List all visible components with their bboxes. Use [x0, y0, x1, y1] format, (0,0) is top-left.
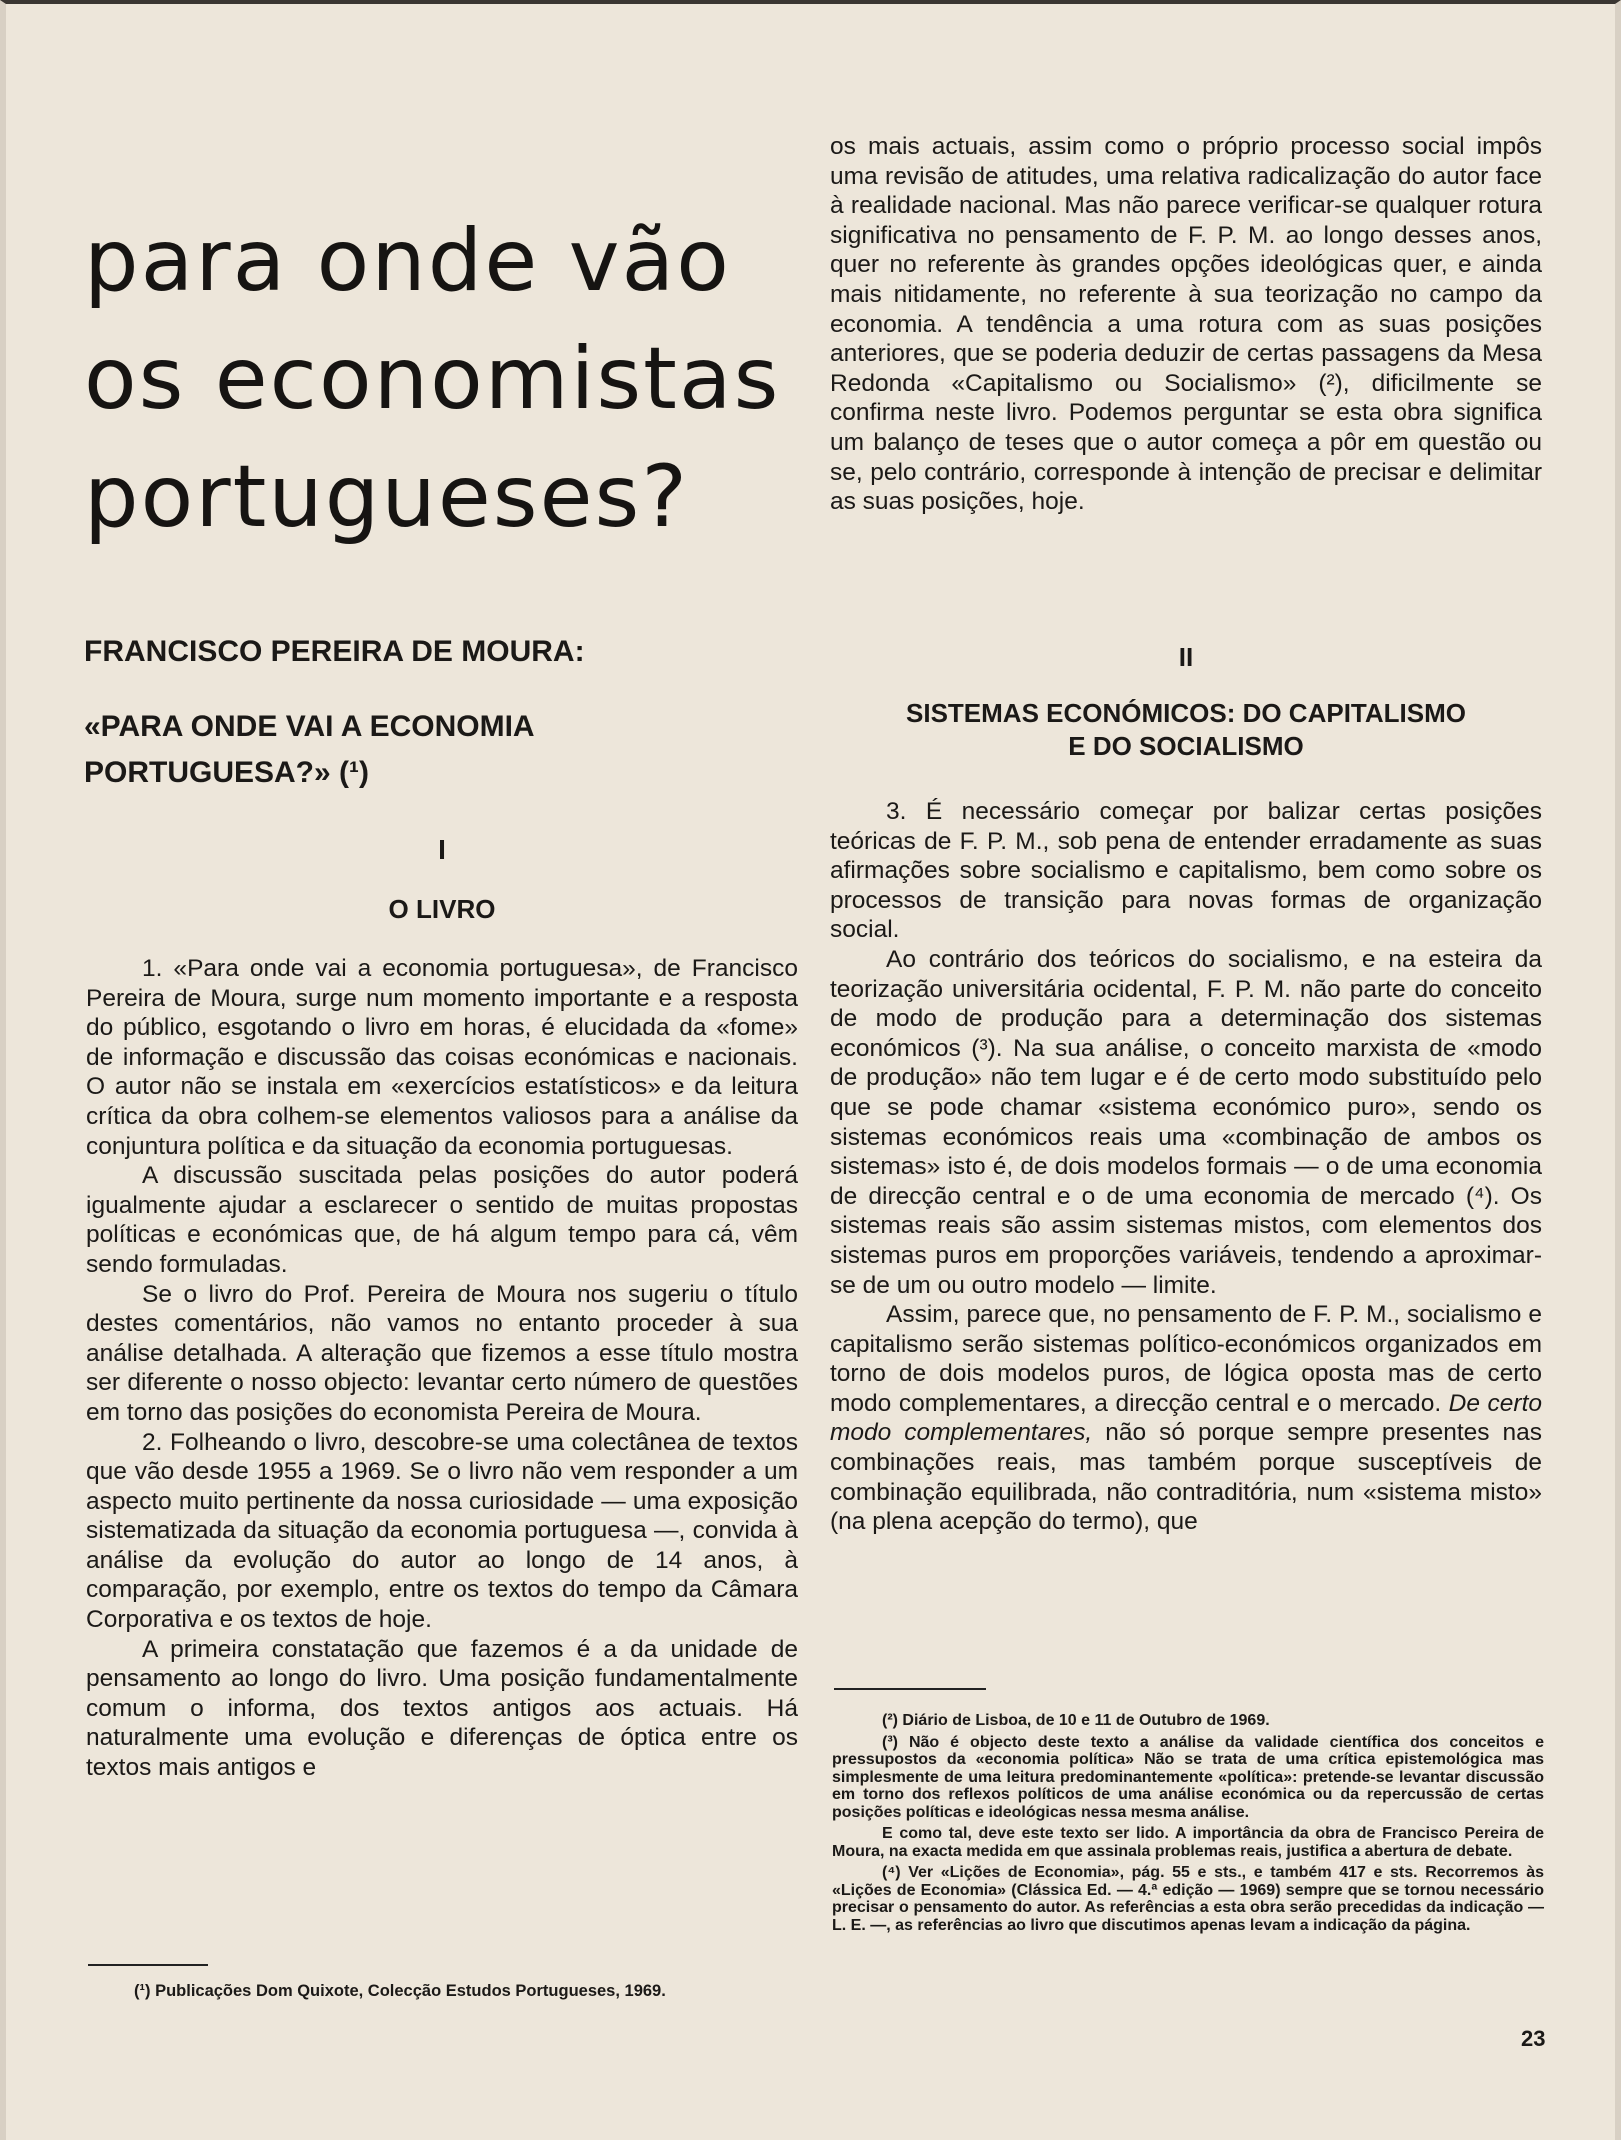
paragraph: os mais actuais, assim como o próprio processo social impôs uma revisão de atitudes, uma relativa radicalização do autor face à realidade nacional. Mas não parece verificar-se qualquer rotura significativa no pensamento de F. P. M. ao longo desses anos, quer no referente às grandes opções ideológicas quer, e ainda mais nitidamente, no referente à sua teorização no campo da economia. A tendência a uma rotura com as suas posições anteriores, que se poderia deduzir de certas passagens da Mesa Redonda «Capitalismo ou Socialismo» (²), dificilmente se confirma neste livro. Podemos perguntar se esta obra significa um balanço de teses que o autor começa a pôr em questão ou se, pelo contrário, corresponde à intenção de precisar e delimitar as suas posições, hoje. — [830, 133, 1542, 516]
left-column-body — [86, 954, 798, 1783]
title-line-3: portugueses? — [84, 446, 689, 547]
italic-text-run: De certo modo complementares, — [830, 1389, 1542, 1447]
paragraph: A primeira constatação que fazemos é a da unidade de pensamento ao longo do livro. Uma posição fundamentalmente comum o informa, dos textos antigos aos actuais. Há naturalmente uma evolução e diferenças de óptica entre os textos mais antigos e — [86, 1635, 798, 1782]
section-2-numeral: II — [1178, 642, 1194, 672]
book-title-line-2: PORTUGUESA?» — [84, 756, 331, 789]
title-line-1: para onde vão — [84, 210, 731, 311]
footnote: E como tal, deve este texto ser lido. A importância da obra de Francisco Pereira de Moura, na exacta medida em que assinala problemas reais, justifica a abertura de debate. — [832, 1825, 1544, 1860]
footnote-divider-right — [834, 1688, 986, 1690]
footnote: (³) Não é objecto deste texto a análise da validade científica dos conceitos e pressupostos da «economia política» Não se trata de uma crítica epistemológica mas simplesmente de uma leitura predominantemente «política»: pretende-se levantar discussão em torno dos reflexos políticos de uma análise económica ou da repercussão de certas posições políticas e ideológicas nessa mesma análise. — [832, 1733, 1544, 1821]
article-title — [84, 202, 804, 556]
page-number: 23 — [1521, 2026, 1546, 2051]
paragraph: 1. «Para onde vai a economia portuguesa», de Francisco Pereira de Moura, surge num momento importante e a resposta do público, esgotando o livro em horas, é elucidada da «fome» de informação e discussão das coisas económicas e nacionais. O autor não se instala em «exercícios estatísticos» e da leitura crítica da obra colhem-se elementos valiosos para a análise da conjuntura política e da situação da economia portuguesas. — [86, 955, 798, 1160]
paragraph: 3. É necessário começar por balizar certas posições teóricas de F. P. M., sob pena de entender erradamente as suas afirmações sobre socialismo e capitalismo, bem como sobre os processos de transição para novas formas de organização social. — [830, 798, 1542, 944]
section-1-numeral: I — [438, 834, 446, 865]
right-column-body — [830, 797, 1542, 1537]
paragraph: Ao contrário dos teóricos do socialismo, e na esteira da teorização universitária ocidental, F. P. M. não parte do conceito de modo de produção para a determinação dos sistemas económicos (³). Na sua análise, o conceito marxista de «modo de produção» não tem lugar e é de certo modo substituído pelo que se pode chamar «sistema económico puro», sendo os sistemas económicos reais uma «combinação de ambos os sistemas» isto é, de dois modelos formais — o de uma economia de direcção central e o de uma economia de mercado (⁴). Os sistemas reais são assim sistemas mistos, com elementos dos sistemas puros em proporções variáveis, tendendo a aproximar-se de um ou outro modelo — limite. — [830, 945, 1542, 1299]
paragraph: 2. Folheando o livro, descobre-se uma colectânea de textos que vão desde 1955 a 1969. Se o livro não vem responder a um aspecto muito pertinente da nossa curiosidade — uma exposição sistematizada da situação da economia portuguesa —, convida à análise da evolução do autor ao longo de 14 anos, à comparação, por exemplo, entre os textos do tempo da Câmara Corporativa e os textos de hoje. — [86, 1428, 798, 1634]
section-2-heading-line-1: SISTEMAS ECONÓMICOS: DO CAPITALISMO — [906, 698, 1466, 728]
title-line-2: os economistas — [84, 328, 781, 429]
footnote-left: (¹) Publicações Dom Quixote, Colecção Estudos Portugueses, 1969. — [134, 1982, 666, 2000]
footnote: (⁴) Ver «Lições de Economia», pág. 55 e sts., e também 417 e sts. Recorremos às «Lições de Economia» (Clássica Ed. — 4.ª edição — 1969) sempre que se tornou necessário precisar o pensamento do autor. As referências a esta obra serão precedidas da indicação — L. E. —, as referências ao livro que discutimos apenas levam a indicação da página. — [832, 1864, 1544, 1934]
paragraph: A discussão suscitada pelas posições do autor poderá igualmente ajudar a esclarecer o sentido de muitas propostas políticas e económicas que, de há algum tempo para cá, vêm sendo formuladas. — [86, 1162, 798, 1278]
paragraph: Se o livro do Prof. Pereira de Moura nos sugeriu o título destes comentários, não vamos no entanto proceder à sua análise detalhada. A alteração que fizemos a esse título mostra ser diferente o nosso objecto: levantar certo número de questões em torno das posições do economista Pereira de Moura. — [86, 1280, 798, 1426]
book-title-line-1: «PARA ONDE VAI A ECONOMIA — [84, 710, 535, 743]
right-column-top-body — [830, 132, 1542, 517]
paragraph — [830, 1300, 1542, 1537]
book-title-heading — [84, 704, 784, 796]
footnote-divider-left — [88, 1964, 208, 1966]
text-run: Assim, parece que, no pensamento de F. P. M., socialismo e capitalismo serão sistemas político-económicos organizados em torno de dois modelos puros, de lógica oposta mas de certo modo complementares, a direcção central e o mercado. — [830, 1301, 1542, 1417]
section-2-heading-line-2: E DO SOCIALISMO — [1068, 731, 1304, 761]
section-1-heading: O LIVRO — [388, 894, 496, 924]
section-2-heading — [830, 697, 1542, 763]
footnotes-right — [832, 1712, 1544, 1938]
book-title-footnote-ref: (¹) — [339, 756, 370, 789]
author-heading: FRANCISCO PEREIRA DE MOURA: — [84, 635, 585, 668]
footnote: (²) Diário de Lisboa, de 10 e 11 de Outubro de 1969. — [882, 1712, 1270, 1729]
text-run: não só porque sempre presentes nas combinações reais, mas também porque susceptíveis de combinação equilibrada, não contraditória, num «sistema misto» (na plena acepção do termo), que — [830, 1419, 1542, 1536]
